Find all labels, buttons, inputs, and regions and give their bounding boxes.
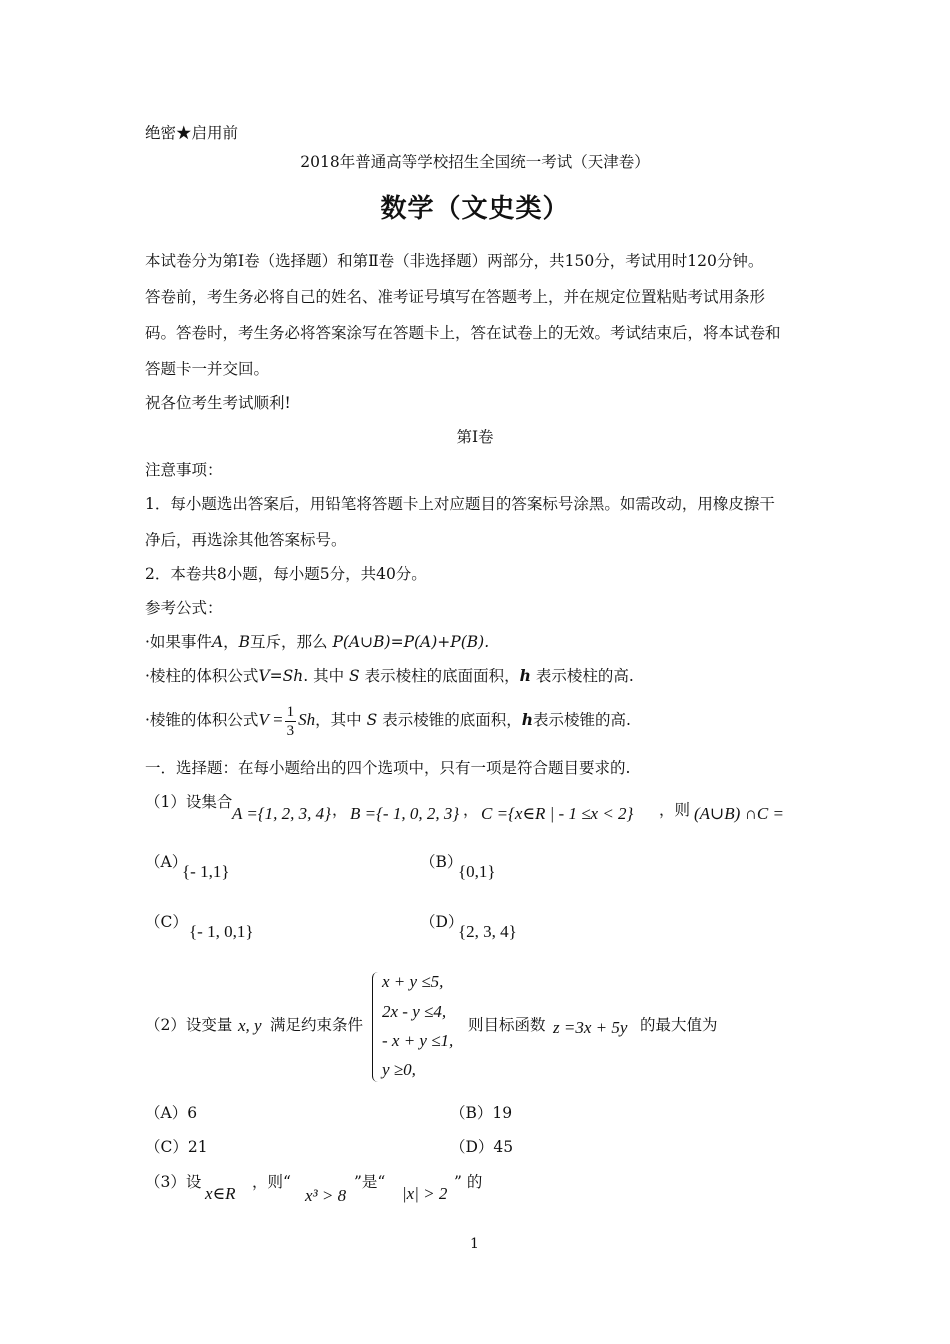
q3-expression-2: |x| > 2 bbox=[402, 1184, 448, 1203]
formula-pyramid-end: 表示棱锥的高. bbox=[532, 711, 631, 729]
q1-option-b-label: （B） bbox=[420, 853, 463, 871]
intro-line-3: 码。答卷时，考生务必将答案涂写在答题卡上，答在试卷上的无效。考试结束后，将本试卷和 bbox=[145, 324, 781, 342]
formula-pyramid bbox=[145, 700, 631, 740]
exam-title: 2018年普通高等学校招生全国统一考试（天津卷） bbox=[300, 153, 650, 171]
intro-line-1: 本试卷分为第Ⅰ卷（选择题）和第Ⅱ卷（非选择题）两部分，共150分，考试用时120分钟。 bbox=[145, 252, 764, 270]
q1-expression: (A∪B) ∩C = bbox=[694, 804, 784, 823]
q2-option-b: （B）19 bbox=[450, 1104, 513, 1122]
formula-events-expr: P(A∪B)=P(A)+P(B). bbox=[332, 633, 490, 651]
formula-events bbox=[145, 632, 489, 652]
q3-expression-1: x³ > 8 bbox=[305, 1186, 347, 1205]
section-title: 第Ⅰ卷 bbox=[456, 428, 494, 446]
q1-set-a: A ={1, 2, 3, 4} bbox=[232, 804, 331, 823]
q2-option-a: （A）6 bbox=[145, 1104, 198, 1122]
q3-label: （3）设 bbox=[145, 1173, 202, 1191]
confidential-label: 绝密★启用前 bbox=[145, 124, 239, 142]
formula-prism-h: h bbox=[519, 666, 531, 685]
q2-objective: z =3x + 5y bbox=[553, 1018, 628, 1037]
event-b: B bbox=[238, 633, 251, 651]
q2-label: （2）设变量 bbox=[145, 1016, 233, 1034]
constraint-system bbox=[372, 970, 472, 1086]
formula-pyramid-s: S bbox=[366, 711, 378, 729]
formula-pyramid-v: V bbox=[258, 710, 269, 729]
q2-option-c: （C）21 bbox=[145, 1138, 208, 1156]
fraction-denominator: 3 bbox=[286, 722, 295, 739]
notes-heading: 注意事项： bbox=[145, 461, 223, 479]
formula-pyramid-mid2: 表示棱锥的底面积， bbox=[382, 711, 522, 729]
q1-option-a-label: （A） bbox=[145, 853, 188, 871]
note-1-line-2: 净后，再选涂其他答案标号。 bbox=[145, 531, 347, 549]
q3-mid: ”是“ bbox=[354, 1173, 386, 1191]
intro-line-4: 答题卡一并交回。 bbox=[145, 360, 270, 378]
q3-then: ，则“ bbox=[252, 1173, 291, 1191]
formula-prism-mid2: 表示棱柱的底面面积， bbox=[364, 667, 520, 685]
formula-prism-prefix: ·棱柱的体积公式 bbox=[145, 667, 259, 685]
q1-then: ，则 bbox=[659, 801, 691, 819]
q1-comma-2: ， bbox=[463, 801, 479, 819]
q2-variables: x, y bbox=[238, 1016, 262, 1035]
formula-pyramid-prefix: ·棱锥的体积公式 bbox=[145, 711, 259, 729]
wish-line: 祝各位考生考试顺利! bbox=[145, 394, 291, 412]
q3-tail: ” 的 bbox=[454, 1173, 483, 1191]
constraint-2: 2x - y ≤4, bbox=[382, 1002, 447, 1021]
q1-label: （1）设集合 bbox=[145, 793, 233, 811]
constraint-4: y ≥0, bbox=[382, 1060, 416, 1079]
q1-option-a: {- 1,1} bbox=[182, 862, 230, 881]
q1-option-c: {- 1, 0,1} bbox=[189, 922, 254, 941]
subject-title: 数学（文史类） bbox=[380, 194, 570, 224]
formula-prism-expr: V=Sh bbox=[258, 667, 304, 685]
part-1-heading: 一．选择题：在每小题给出的四个选项中，只有一项是符合题目要求的. bbox=[145, 759, 631, 777]
fraction-one-third bbox=[285, 703, 297, 740]
q3-condition: x∈R bbox=[205, 1184, 236, 1203]
fraction-numerator: 1 bbox=[286, 703, 295, 720]
formula-prism-mid: . 其中 bbox=[303, 667, 345, 685]
note-1-line-1: 1．每小题选出答案后，用铅笔将答题卡上对应题目的答案标号涂黑。如需改动，用橡皮擦干 bbox=[145, 495, 775, 513]
constraint-3: - x + y ≤1, bbox=[382, 1031, 454, 1050]
q1-option-b: {0,1} bbox=[458, 862, 496, 881]
q2-then: 则目标函数 bbox=[468, 1016, 546, 1034]
q1-comma-1: ， bbox=[332, 801, 348, 819]
q1-set-c: C ={x∈R | - 1 ≤x < 2} bbox=[481, 804, 634, 823]
formula-pyramid-h: h bbox=[521, 710, 533, 729]
formula-prism bbox=[145, 666, 634, 686]
page-number: 1 bbox=[470, 1236, 479, 1252]
formula-events-mid: 互斥，那么 bbox=[250, 633, 328, 651]
event-a: A bbox=[211, 633, 224, 651]
q1-option-c-label: （C） bbox=[145, 913, 188, 931]
q2-condition-label: 满足约束条件 bbox=[270, 1016, 364, 1034]
q2-tail: 的最大值为 bbox=[640, 1016, 718, 1034]
formula-events-sep: ， bbox=[223, 633, 239, 651]
q1-set-b: B ={- 1, 0, 2, 3} bbox=[350, 804, 460, 823]
q1-option-d-label: （D） bbox=[420, 913, 464, 931]
formula-pyramid-eq: = bbox=[268, 710, 283, 729]
formula-heading: 参考公式： bbox=[145, 599, 223, 617]
formula-pyramid-mid: ，其中 bbox=[315, 711, 362, 729]
formula-events-prefix: ·如果事件 bbox=[145, 633, 212, 651]
formula-prism-end: 表示棱柱的高. bbox=[535, 667, 634, 685]
q2-option-d: （D）45 bbox=[450, 1138, 514, 1156]
formula-pyramid-sh: Sh bbox=[298, 710, 316, 729]
intro-line-2: 答卷前，考生务必将自己的姓名、准考证号填写在答题考上，并在规定位置粘贴考试用条形 bbox=[145, 288, 766, 306]
q1-option-d: {2, 3, 4} bbox=[458, 922, 517, 941]
formula-prism-s: S bbox=[349, 667, 360, 685]
left-brace bbox=[372, 972, 381, 1082]
note-2: 2．本卷共8小题，每小题5分，共40分。 bbox=[145, 565, 427, 583]
constraint-1: x + y ≤5, bbox=[382, 972, 444, 991]
